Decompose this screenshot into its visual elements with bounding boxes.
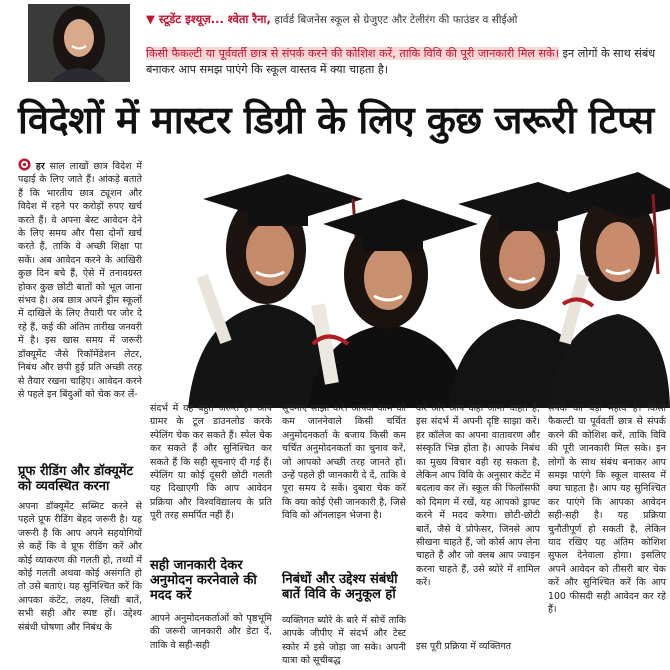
author-name: श्वेता रैना, <box>227 12 271 26</box>
graduates-photo <box>148 154 670 408</box>
column-1-heading: प्रूफ रीडिंग और डॉक्यूमेंट को व्यवस्थित करना <box>18 464 134 494</box>
column-4-end: इस पूरी प्रक्रिया में व्यक्तिगत <box>416 641 511 652</box>
graduates-illustration <box>148 154 670 408</box>
column-2-top: संदर्भ में यह बहुत जरूरी है। आप ग्रामर के टूल डाउनलोड करके स्पेलिंग चेक कर सकते हैं। स्पेल चेक कर सकते हैं और सुनिश्चित कर सकते हैं कि सही सूचनाएं दी गई हैं। स्पेलिंग या कोई दूसरी छोटी गलती यह दिखाएगी कि आप आवेदन प्रक्रिया और विश्वविद्यालय के प्रति पूरी तरह समर्पित नहीं हैं। <box>150 403 272 522</box>
column-3-heading: निबंधों और उद्देश्य संबंधी बातें विवि के अनुकूल हों <box>282 572 398 602</box>
headline: विदेशों में मास्टर डिग्री के लिए कुछ जरूरी टिप्स <box>18 98 654 142</box>
byline <box>146 12 666 28</box>
column-1-intro-text: साल लाखों छात्र विदेश में पढ़ाई के लिए जाते हैं। आंकड़े बताते हैं कि भारतीय छात्र ट्यूशन और विदेश में रहने पर करोड़ों रुपए खर्च करते हैं। वे अपना बेस्ट आवेदन देने के लिए समय और पैसा दोनों खर्च करते हैं, ताकि वे अच्छी शिक्षा पा सकें। अब आवेदन करने के आखिरी कुछ दिन बचे हैं, ऐसे में तनावग्रस्त होकर कुछ छोटी बातों को भूल जाना संभव है। अब छात्र अपने ड्रीम स्कूलों में दाखिले के लिए तैयारी पर जोर दे रहे हैं, कई की अंतिम तारीख जनवरी में है। इस खास समय में जरूरी डॉक्यूमेंट जैसे रिकॉमेंडेशन लेटर, निबंध और छपी हुई प्रति अच्छी तरह से तैयार रखना चाहिए। आवेदन करने से पहले इन बिंदुओं को चेक कर लें- <box>18 161 143 400</box>
deck-rest: इन लोगों के साथ संबंध बनाकर आप समझ पाएंगे कि स्कूल वास्तव में क्या चाहता है। <box>146 47 656 76</box>
column-3-body: व्यक्तिगत ब्योरे के बारे में सोचें ताकि आपके जीपीए में संदर्भ और टेस्ट स्कोर में इसे जोड़ा जा सके। अपनी यात्रा को सूचीबद्ध <box>282 615 406 667</box>
target-icon <box>18 158 31 171</box>
deck-highlight: किसी फैकल्टी या पूर्ववर्ती छात्र से संपर्क करने की कोशिश करें, ताकि विवि की पूरी जानकारी मिल सके। <box>146 47 559 60</box>
drop-cap: हर <box>35 161 45 172</box>
column-2-body: आपने अनुमोदनकर्ताओं को पृष्ठभूमि की जरूरी जानकारी और डेटा दें, ताकि वे सही-सही <box>150 613 272 651</box>
section-label: ▼ स्टूडेंट इश्यूज़... <box>146 12 224 26</box>
column-4-text: करें और आप कहां जाना चाहते हैं, इस संदर्भ में अपनी दृष्टि साझा करें। हर कॉलेज का अपना वातावरण और संस्कृति भिन्न होता है। आपके निबंध का मुख्य विचार वही रह सकता है, लेकिन आप विवि के अनुसार कंटेंट में बदलाव कर लें। स्कूल की फिलॉसफी को दिमाग में रखें, यह आपको ड्राफ्ट करने में मदद करेगा। छोटी-छोटी बातें, जैसे वे प्रोफेसर, जिनसे आप सीखना चाहते हैं, जो कोर्स आप लेना चाहते हैं और जो क्लब आप ज्वाइन करना चाहते हैं, उसे ब्योरे में शामिल करें। <box>416 403 540 589</box>
portrait-illustration <box>28 4 130 82</box>
column-1-body: अपना डॉक्यूमेंट सब्मिट करने से पहले प्रूफ रीडिंग बेहद जरूरी है। यह जरूरी है कि आप अपने सहयोगियों से कहें कि वे प्रूफ रीडिंग करें और कोई व्याकरण की गलती हो, तथ्यों में कोई गलती अथवा कोई असंगति हो तो उसे बताएं। यह सुनिश्चित करें कि आपका कंटेंट, लक्ष्य, लिखी बातें, सभी सही और स्पष्ट हों। उद्देश्य संबंधी घोषणा और निबंध के <box>18 501 142 633</box>
column-3-top: सूचनाएं साझा करें। आपके काम को कम जाननेवाले किसी चर्चित अनुमोदनकर्ता के बजाय किसी कम चर्चित अनुमोदनकर्ता का चुनाव करें, जो आपको अच्छी तरह जानते हों। उन्हें पहले ही जानकारी दे दें, ताकि वे पूरा समय दे सकें। दुबारा चेक करें कि क्या कोई ऐसी जानकारी है, जिसे विवि को ऑनलाइन भेजना है। <box>282 403 406 522</box>
author-photo <box>28 4 130 82</box>
column-2-heading: सही जानकारी देकर अनुमोदन करनेवाले की मदद करें <box>150 558 257 603</box>
author-description: हार्वर्ड बिजनेस स्कूल से ग्रेजुएट और टेलीरंग की फाउंडर व सीईओ <box>274 14 518 26</box>
deck <box>146 46 666 78</box>
column-1-intro <box>18 158 142 401</box>
column-5-text: संपर्क का बड़ा महत्व है। किसी फैकल्टी या पूर्ववर्ती छात्र से संपर्क करने की कोशिश करें, ताकि विवि की पूरी जानकारी मिल सके। इन लोगों के साथ संबंध बनाकर आप समझ पाएंगे कि स्कूल वास्तव में क्या चाहता है। आप यह सुनिश्चित कर पाएंगे कि आपका आवेदन सही-सही है। यह प्रक्रिया चुनौतीपूर्ण हो सकती है, लेकिन याद रखिए यह अंतिम कोशिश सुफल देनेवाला होगा। इसलिए अपने आवेदन को तीसरी बार चेक करें और सुनिश्चित करें कि आप 100 फीसदी सही आवेदन कर रहे हैं। <box>548 403 666 616</box>
